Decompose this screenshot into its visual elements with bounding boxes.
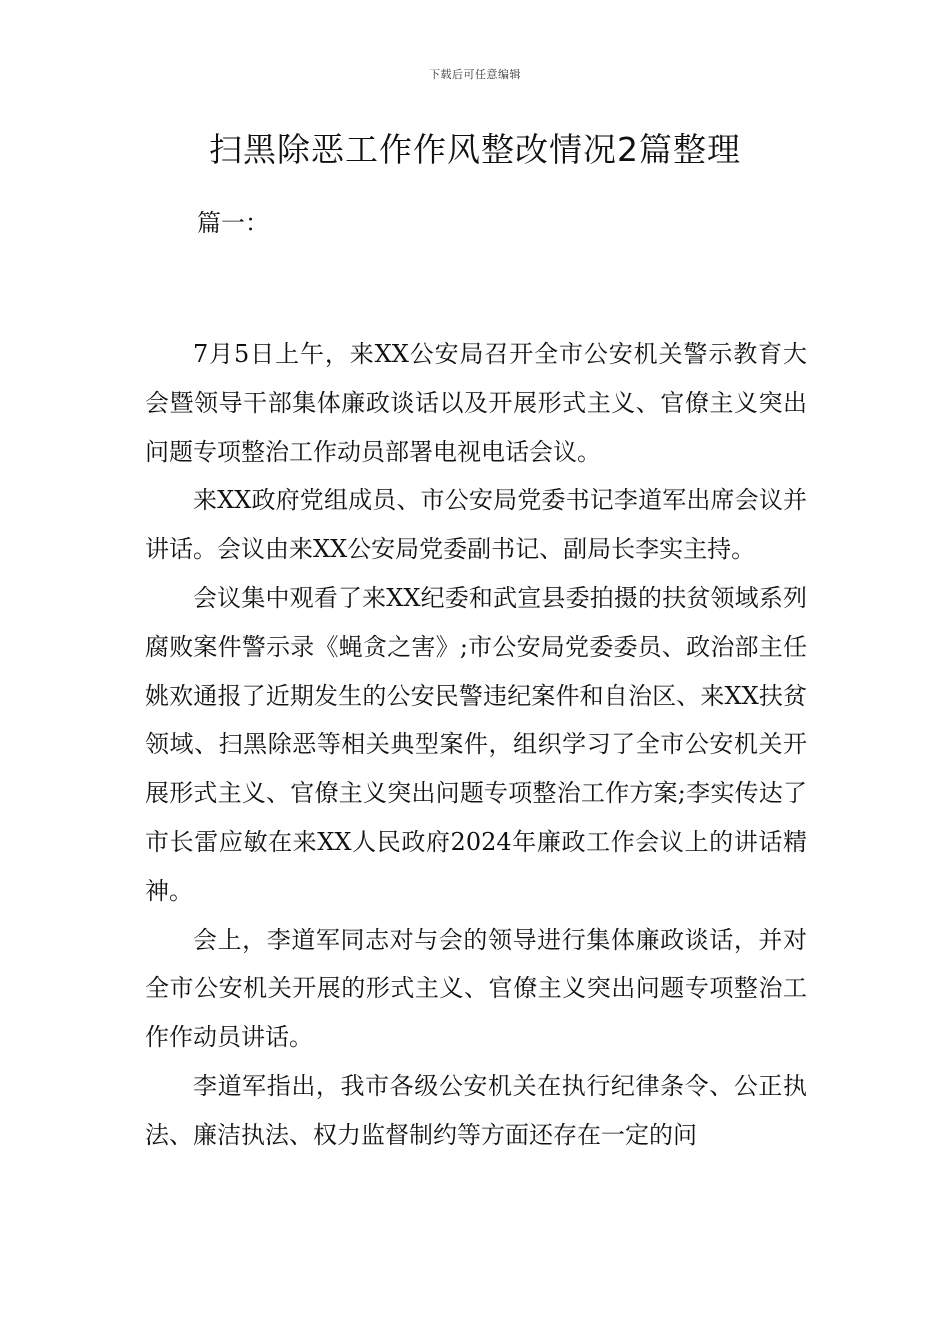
- header-note: 下载后可任意编辑: [429, 68, 521, 81]
- paragraph-2: 来XX政府党组成员、市公安局党委书记李道军出席会议并讲话。会议由来XX公安局党委副书记、副局长李实主持。: [145, 486, 807, 564]
- document-title: 扫黑除恶工作作风整改情况2篇整理: [209, 130, 741, 169]
- paragraph-5: 李道军指出，我市各级公安机关在执行纪律条令、公正执法、廉洁执法、权力监督制约等方面还存在一定的问: [145, 1071, 807, 1149]
- section-label: 篇一：: [197, 209, 269, 237]
- paragraph-4: 会上，李道军同志对与会的领导进行集体廉政谈话，并对全市公安机关开展的形式主义、官僚主义突出问题专项整治工作作动员讲话。: [145, 925, 807, 1052]
- paragraph-3: 会议集中观看了来XX纪委和武宣县委拍摄的扶贫领域系列腐败案件警示录《蝇贪之害》;市公安局党委委员、政治部主任姚欢通报了近期发生的公安民警违纪案件和自治区、来XX扶贫领域、扫黑除恶等相关典型案件，组织学习了全市公安机关开展形式主义、官僚主义突出问题专项整治工作方案;李实传达了市长雷应敏在来XX人民政府2024年廉政工作会议上的讲话精神。: [145, 583, 807, 905]
- document-body: [145, 330, 807, 1160]
- paragraph-1: 7月5日上午，来XX公安局召开全市公安机关警示教育大会暨领导干部集体廉政谈话以及开展形式主义、官僚主义突出问题专项整治工作动员部署电视电话会议。: [145, 340, 807, 466]
